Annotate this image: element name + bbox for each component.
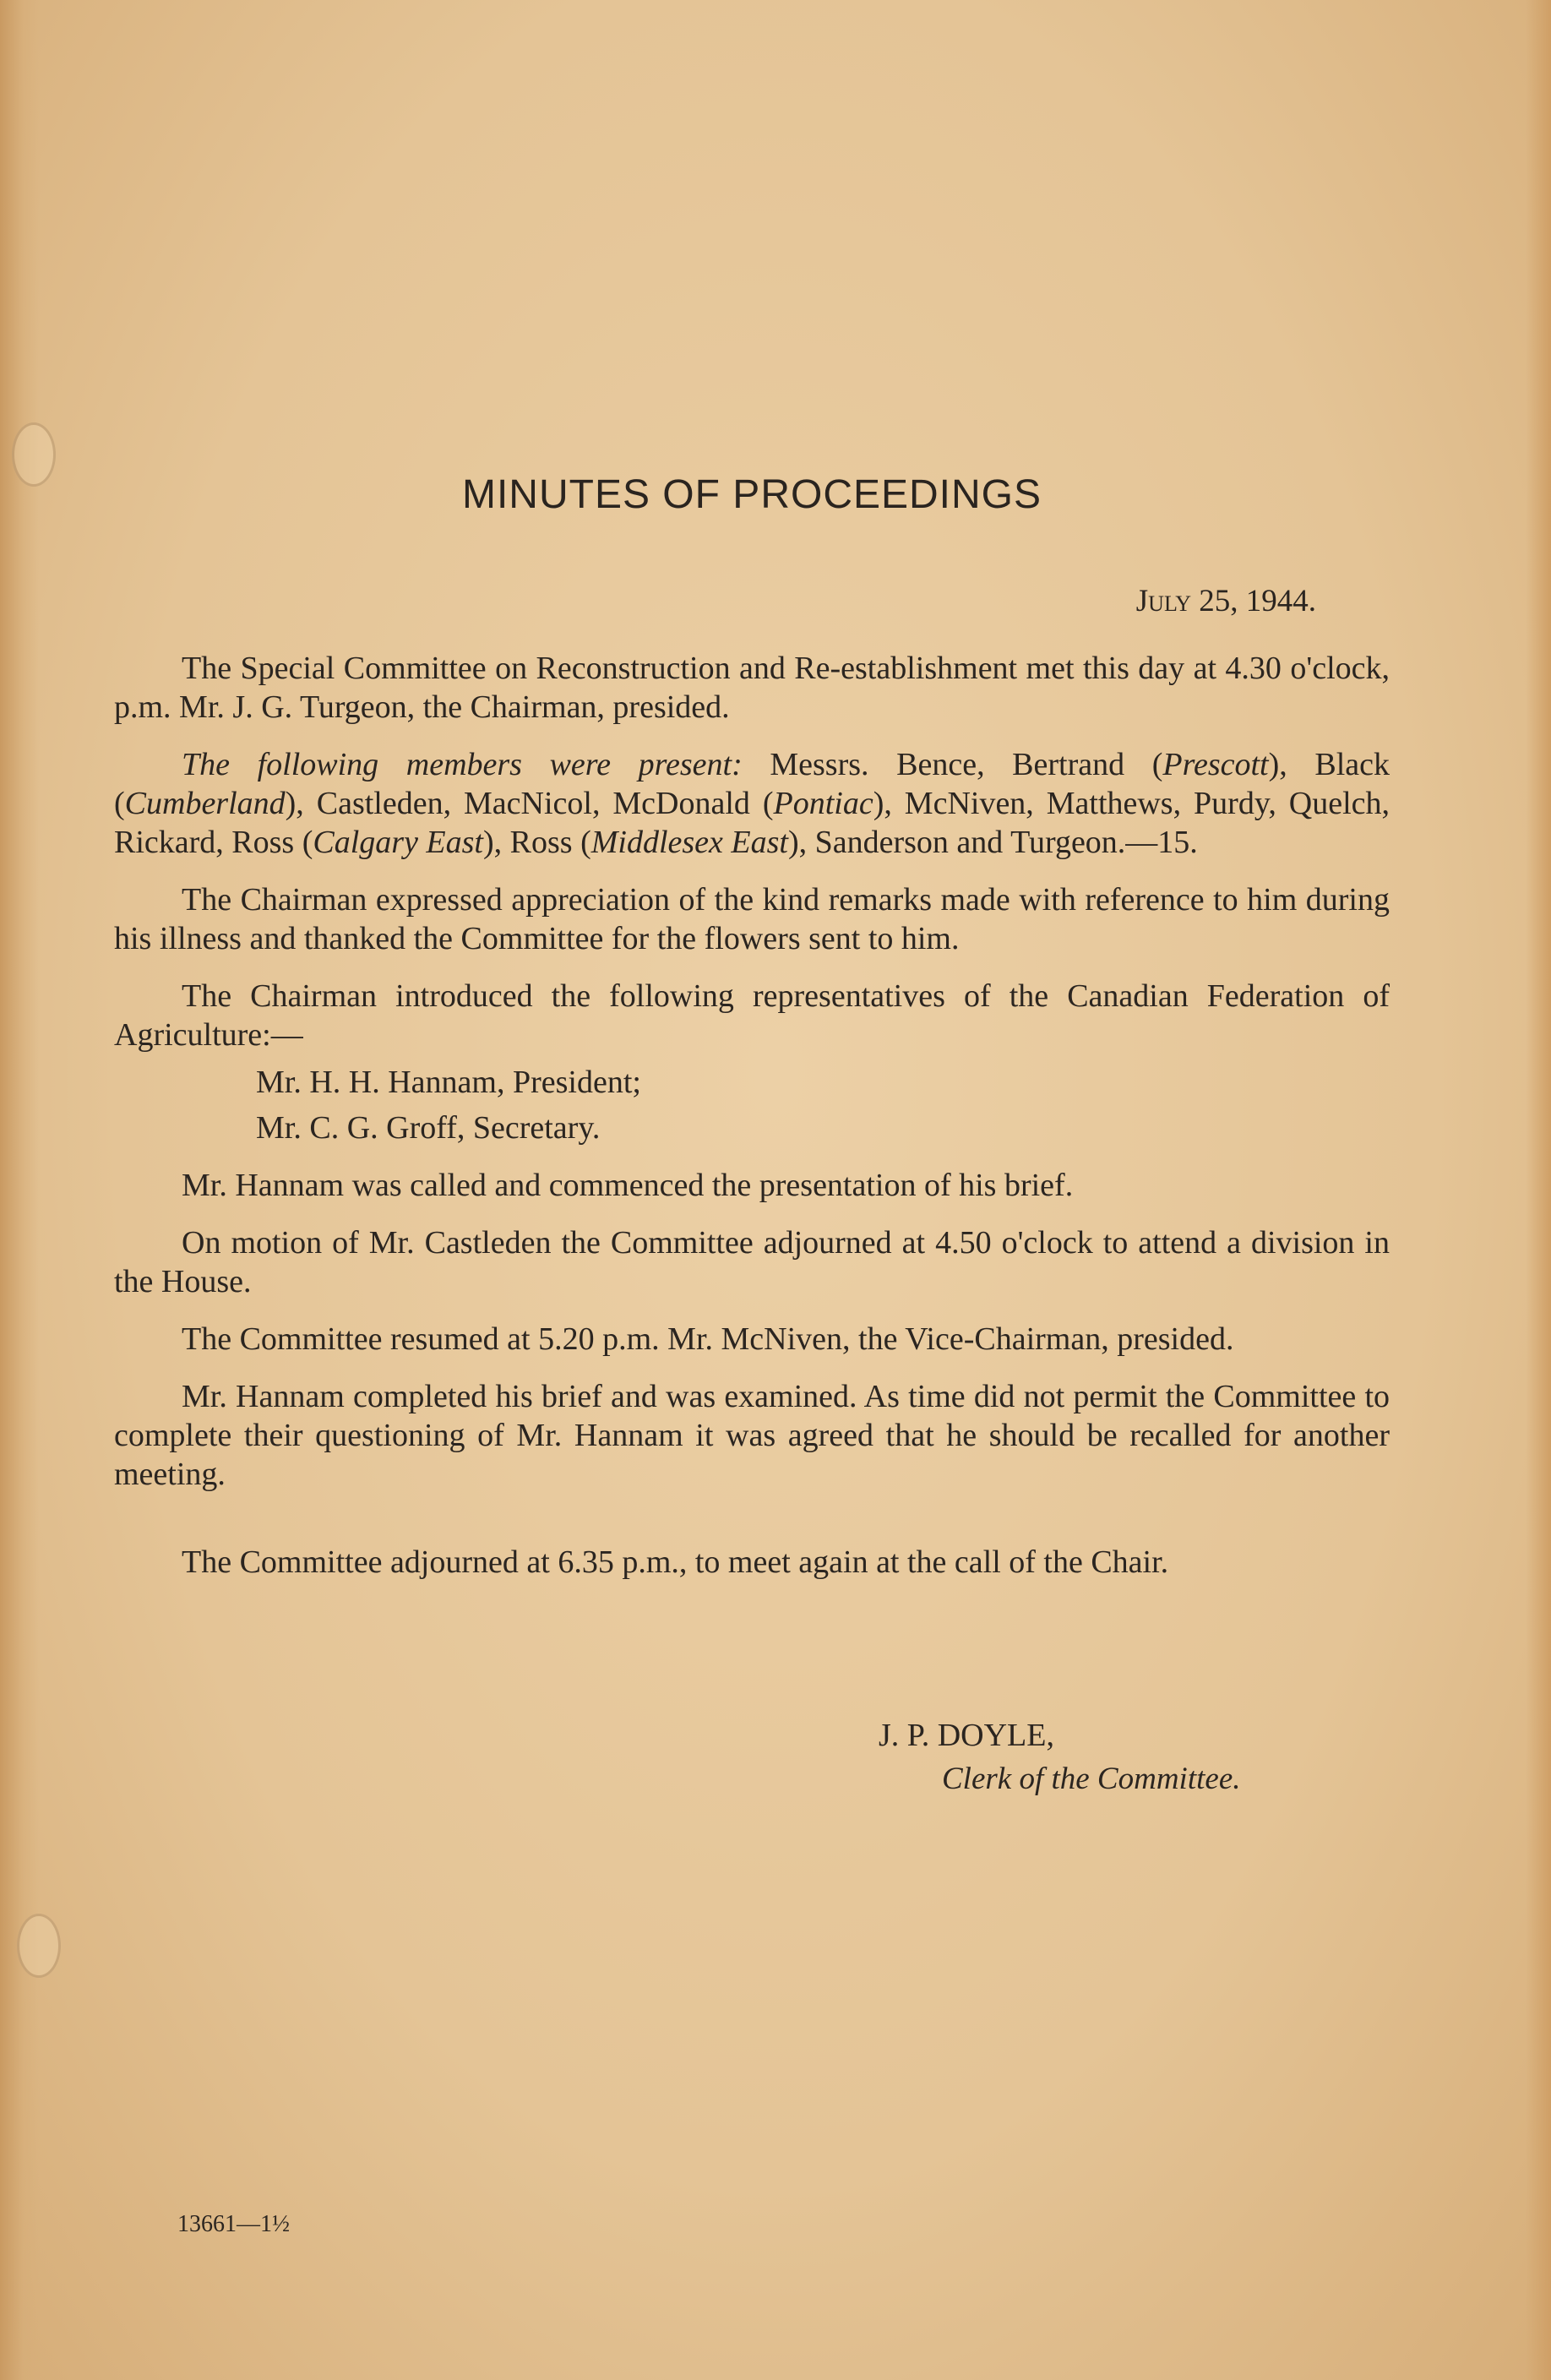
paragraph-brief-completed: Mr. Hannam completed his brief and was examined. As time did not permit the Committee to complete their questioning of Mr. Hannam it was agreed that he should be recalled for another meeting. [114,1379,1390,1492]
riding-pontiac: Pontiac [773,786,873,821]
paragraph-appreciation: The Chairman expressed appreciation of the kind remarks made with reference to him during his illness and thanked the Committee for the flowers sent to him. [114,882,1390,956]
punch-hole-bottom [17,1914,61,1978]
date-month: July [1135,584,1191,618]
date-rest: 25, 1944. [1191,584,1316,618]
members-text-6: ), Sanderson and Turgeon.—15. [787,825,1198,860]
meeting-date [1136,583,1316,619]
riding-calgary-east: Calgary East [313,825,483,860]
page-edge-left [0,0,39,2380]
minutes-body [114,649,1390,1600]
paragraph-opening: The Special Committee on Reconstruction and Re-establishment met this day at 4.30 o'clock, p.m. Mr. J. G. Turgeon, the Chairman, presided. [114,651,1390,725]
members-text-1: Messrs. Bence, Bertrand ( [742,747,1163,782]
paragraph-brief-start: Mr. Hannam was called and commenced the presentation of his brief. [182,1168,1074,1203]
members-present-lead: The following members were present: [182,747,743,782]
paragraph-adjourn-division: On motion of Mr. Castleden the Committee adjourned at 4.50 o'clock to attend a division in the House. [114,1225,1390,1299]
signature-name: J. P. DOYLE, [879,1718,1054,1753]
printer-code: 13661—1½ [177,2211,290,2237]
members-text-4: ), McNiven, Matthews, Purdy, Quelch, Rickard, Ross ( [114,786,1390,860]
page-title: MINUTES OF PROCEEDINGS [461,472,1042,517]
members-text-5: ), Ross ( [483,825,591,860]
page-edge-right [1526,0,1551,2380]
representative-hannam: Mr. H. H. Hannam, President; [256,1065,641,1100]
paragraph-adjourned: The Committee adjourned at 6.35 p.m., to meet again at the call of the Chair. [182,1544,1169,1580]
signature-title: Clerk of the Committee. [942,1762,1241,1796]
paragraph-resumed: The Committee resumed at 5.20 p.m. Mr. McNiven, the Vice-Chairman, presided. [182,1321,1234,1357]
members-text-2: ), Black ( [114,747,1390,821]
paragraph-members-present [114,745,1390,862]
members-text-3: ), Castleden, MacNicol, McDonald ( [285,786,774,821]
riding-cumberland: Cumberland [124,786,286,821]
riding-prescott: Prescott [1162,747,1269,782]
representative-groff: Mr. C. G. Groff, Secretary. [256,1110,601,1146]
spacer [114,1154,1390,1166]
paragraph-representatives: The Chairman introduced the following representatives of the Canadian Federation of Agriculture:— [114,978,1390,1053]
riding-middlesex-east: Middlesex East [590,825,788,860]
spacer [114,1512,1390,1543]
